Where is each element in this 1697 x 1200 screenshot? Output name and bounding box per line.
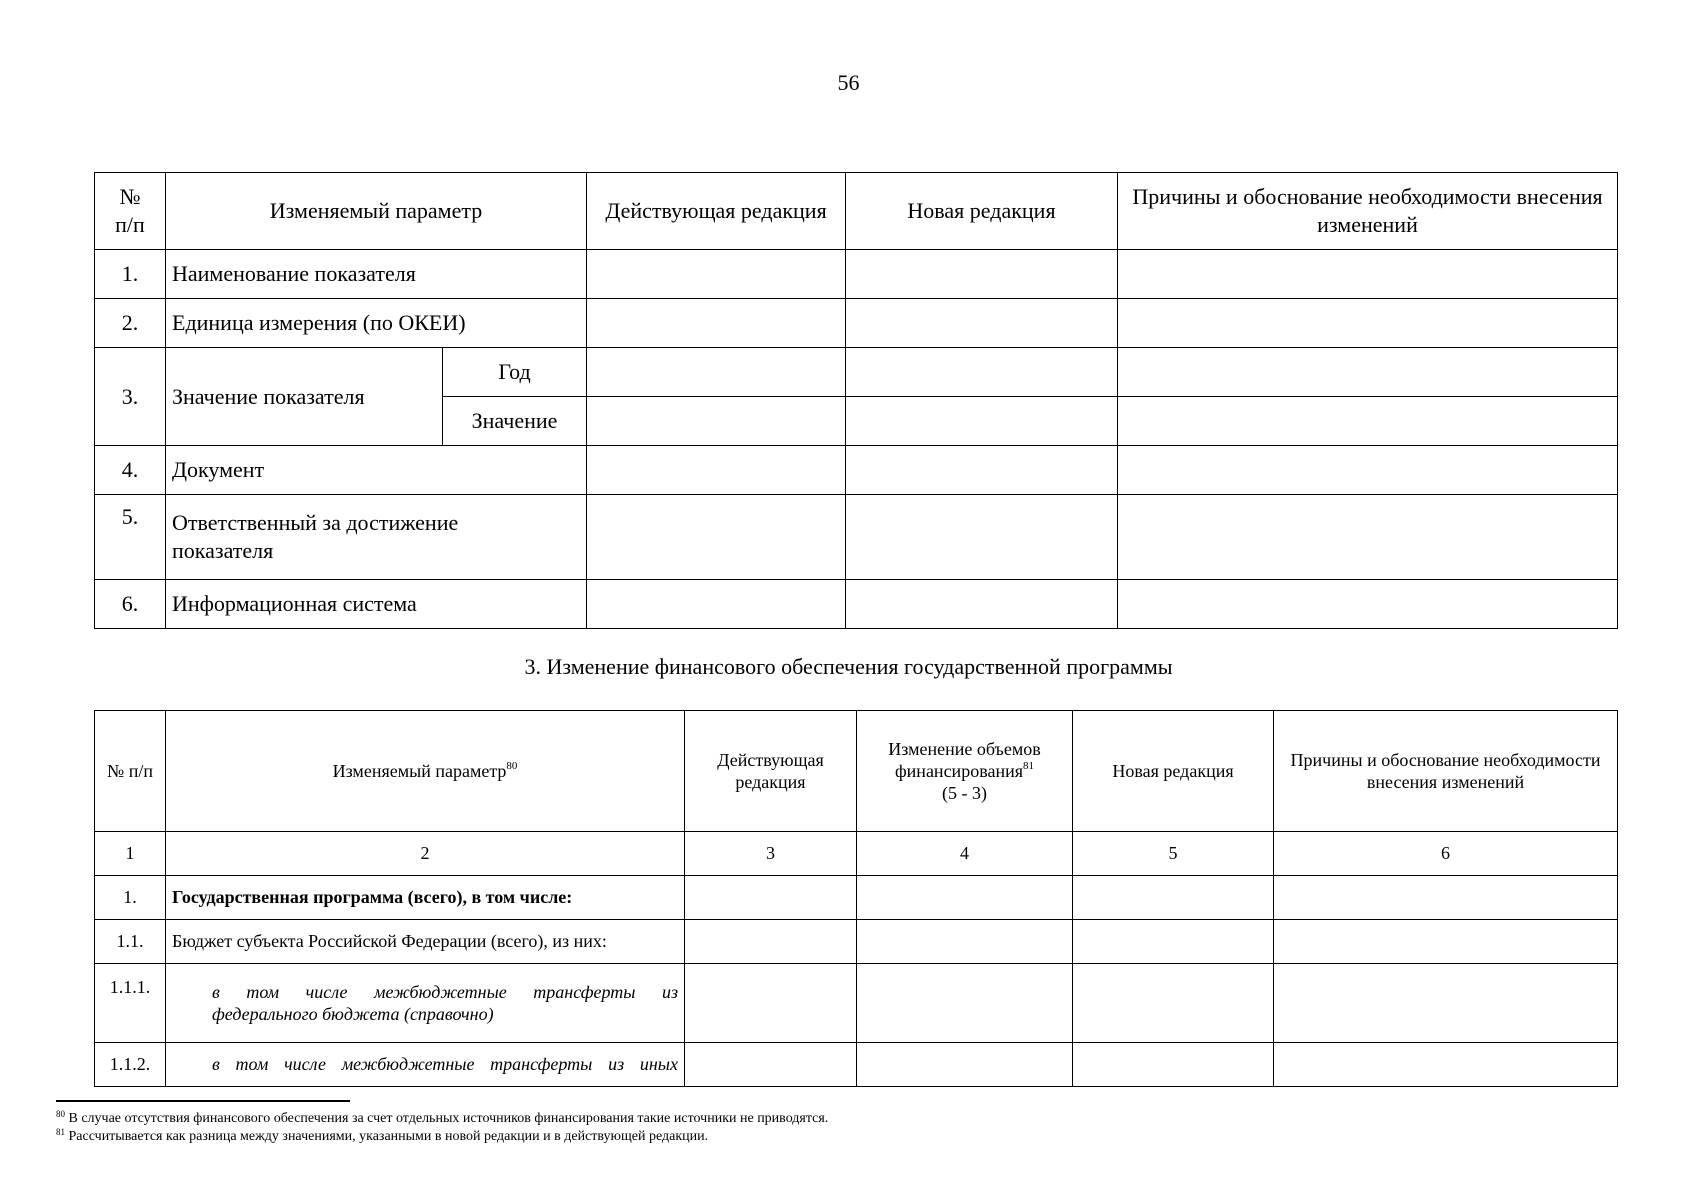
cell-reason[interactable] [1274, 876, 1618, 920]
cell-reason[interactable] [1118, 446, 1618, 495]
table-row [95, 250, 1618, 299]
section-title: 3. Изменение финансового обеспечения государственной программы [524, 654, 1173, 679]
header-param-label: Изменяемый параметр [332, 761, 507, 781]
sub-label-value: Значение [443, 397, 587, 446]
header-change [857, 711, 1073, 832]
footnote-ref-80[interactable]: 80 [506, 760, 518, 772]
row-label: Наименование показателя [166, 250, 587, 299]
row-num: 1. [95, 876, 166, 920]
table-row [95, 299, 1618, 348]
row-num: 1. [95, 250, 166, 299]
column-number: 6 [1274, 832, 1618, 876]
table-row [95, 920, 1618, 964]
cell-new[interactable] [1073, 920, 1274, 964]
footnote [56, 1128, 828, 1146]
row-label: Государственная программа (всего), в том числе: [166, 876, 685, 920]
footnotes [56, 1110, 828, 1146]
row-num: 1.1.1. [95, 964, 166, 1043]
cell-current[interactable] [685, 964, 857, 1043]
header-reason: Причины и обоснование необходимости внесения изменений [1274, 711, 1618, 832]
row-label: Единица измерения (по ОКЕИ) [166, 299, 587, 348]
header-new: Новая редакция [846, 173, 1118, 250]
footnote [56, 1110, 828, 1128]
header-num: № п/п [95, 711, 166, 832]
cell-new[interactable] [1073, 1043, 1274, 1087]
row-label: Документ [166, 446, 587, 495]
cell-current[interactable] [587, 580, 846, 629]
header-new: Новая редакция [1073, 711, 1274, 832]
footnote-mark: 81 [56, 1127, 65, 1137]
row-num: 1.1. [95, 920, 166, 964]
cell-reason[interactable] [1118, 348, 1618, 397]
cell-reason[interactable] [1118, 495, 1618, 580]
table-row [95, 964, 1618, 1043]
sub-label-year: Год [443, 348, 587, 397]
footnote-mark: 80 [56, 1109, 65, 1119]
cell-reason[interactable] [1118, 299, 1618, 348]
cell-new[interactable] [1073, 964, 1274, 1043]
cell-change[interactable] [857, 920, 1073, 964]
page-number: 56 [837, 70, 860, 95]
table-row [95, 876, 1618, 920]
row-num: 1.1.2. [95, 1043, 166, 1087]
column-number: 4 [857, 832, 1073, 876]
cell-reason[interactable] [1118, 580, 1618, 629]
footnote-ref-81[interactable]: 81 [1022, 760, 1034, 772]
cell-change[interactable] [857, 876, 1073, 920]
cell-current[interactable] [685, 920, 857, 964]
cell-current[interactable] [587, 495, 846, 580]
header-change-note: (5 - 3) [942, 783, 987, 803]
row-num: 4. [95, 446, 166, 495]
table-row [95, 348, 1618, 397]
footnote-text: В случае отсутствия финансового обеспечения за счет отдельных источников финансирования такие источники не приводятся. [68, 1111, 829, 1126]
row-label: Ответственный за достижение показателя [166, 495, 587, 580]
header-change-label: Изменение объемов финансирования [888, 739, 1041, 781]
cell-new[interactable] [846, 580, 1118, 629]
row-label: Значение показателя [166, 348, 443, 446]
cell-change[interactable] [857, 1043, 1073, 1087]
row-label: Бюджет субъекта Российской Федерации (всего), из них: [166, 920, 685, 964]
column-number: 5 [1073, 832, 1274, 876]
table-row [95, 446, 1618, 495]
cell-change[interactable] [857, 964, 1073, 1043]
cell-current[interactable] [587, 348, 846, 397]
header-reason: Причины и обоснование необходимости внесения изменений [1118, 173, 1618, 250]
financing-change-table [94, 710, 1618, 1087]
cell-reason[interactable] [1274, 920, 1618, 964]
row-label: Информационная система [166, 580, 587, 629]
cell-new[interactable] [846, 250, 1118, 299]
footnote-divider [56, 1100, 350, 1102]
cell-reason[interactable] [1118, 250, 1618, 299]
row-label: в том числе межбюджетные трансферты из иных [166, 1043, 685, 1087]
cell-new[interactable] [846, 348, 1118, 397]
header-param [166, 711, 685, 832]
header-current: Действующая редакция [587, 173, 846, 250]
cell-reason[interactable] [1118, 397, 1618, 446]
row-num: 6. [95, 580, 166, 629]
parameter-change-table [94, 172, 1618, 629]
column-number-row [95, 832, 1618, 876]
header-num: № п/п [95, 173, 166, 250]
table-header-row [95, 173, 1618, 250]
table-row [95, 580, 1618, 629]
header-param: Изменяемый параметр [166, 173, 587, 250]
cell-new[interactable] [1073, 876, 1274, 920]
cell-new[interactable] [846, 446, 1118, 495]
header-current: Действующая редакция [685, 711, 857, 832]
cell-current[interactable] [587, 299, 846, 348]
row-label: в том числе межбюджетные трансферты из федерального бюджета (справочно) [166, 964, 685, 1043]
column-number: 3 [685, 832, 857, 876]
row-num: 2. [95, 299, 166, 348]
table-header-row [95, 711, 1618, 832]
cell-current[interactable] [685, 1043, 857, 1087]
cell-current[interactable] [587, 397, 846, 446]
cell-current[interactable] [587, 250, 846, 299]
footnote-text: Рассчитывается как разница между значениями, указанными в новой редакции и в действующей редакции. [68, 1129, 709, 1144]
column-number: 1 [95, 832, 166, 876]
cell-reason[interactable] [1274, 964, 1618, 1043]
cell-reason[interactable] [1274, 1043, 1618, 1087]
cell-new[interactable] [846, 299, 1118, 348]
cell-current[interactable] [587, 446, 846, 495]
cell-new[interactable] [846, 495, 1118, 580]
table-row [95, 1043, 1618, 1087]
cell-current[interactable] [685, 876, 857, 920]
row-num: 3. [95, 348, 166, 446]
cell-new[interactable] [846, 397, 1118, 446]
row-num: 5. [95, 495, 166, 580]
column-number: 2 [166, 832, 685, 876]
table-row [95, 495, 1618, 580]
